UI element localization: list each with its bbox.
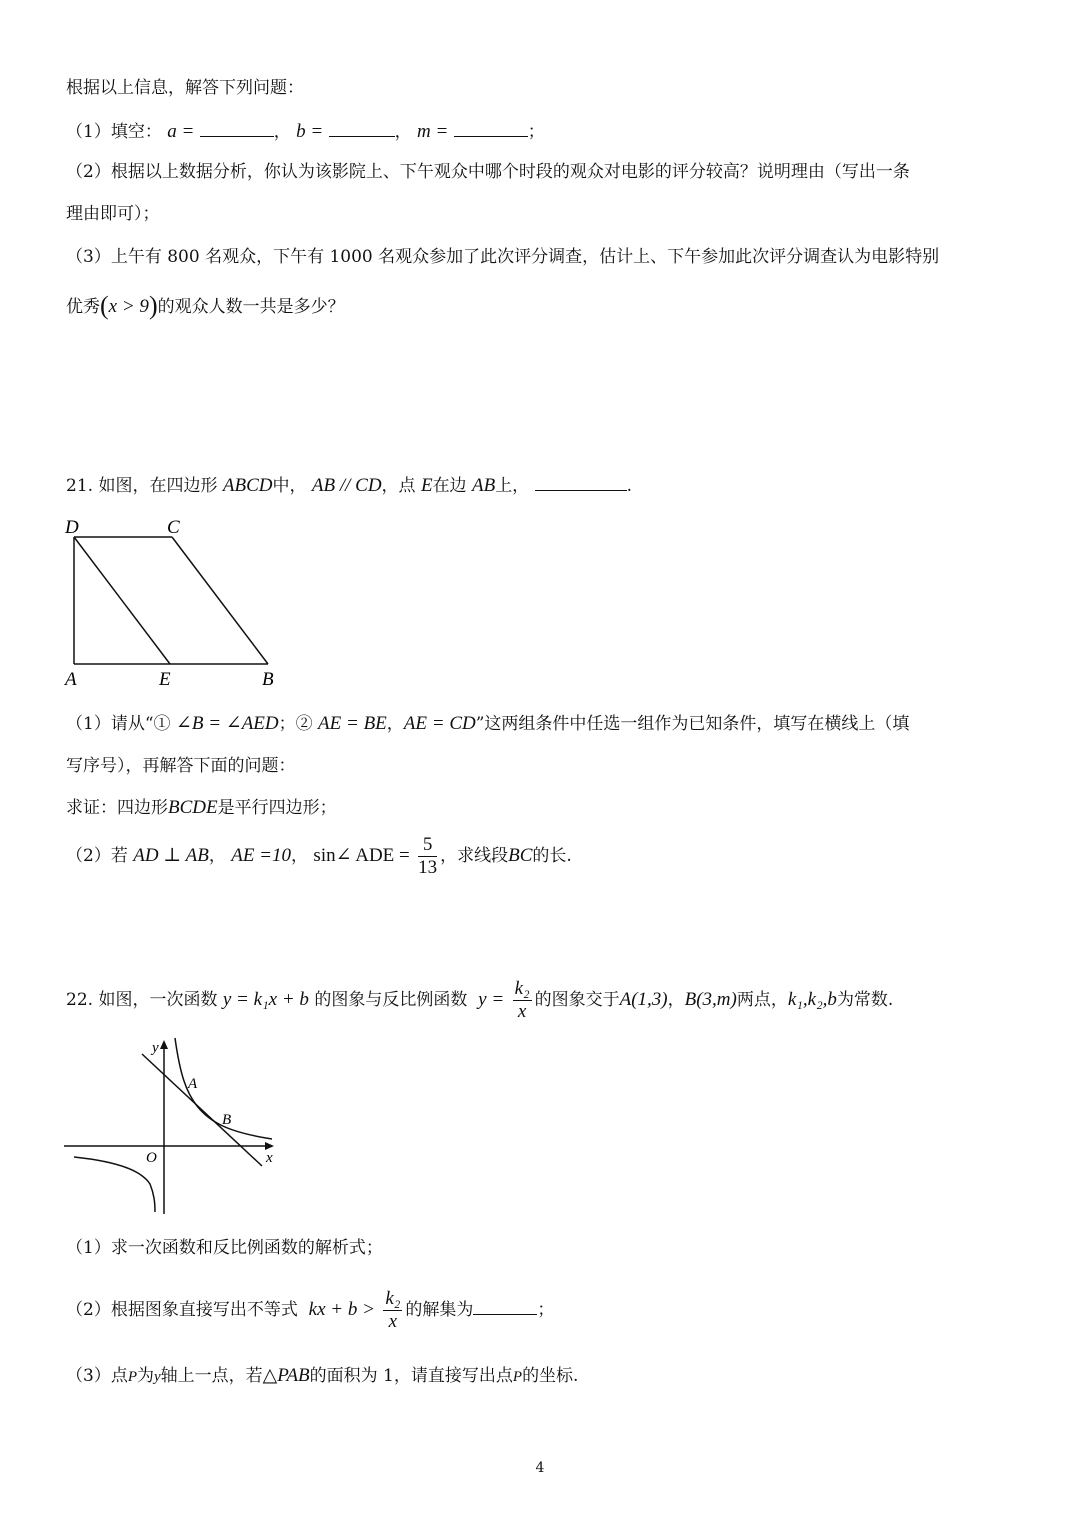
answer-blank-a[interactable]	[200, 118, 274, 137]
problem22-stem: 22. 如图，一次函数 y = k₁x + b 的图象与反比例函数 y = $\frac{\text{k₂}}{x}$ 的图象交于A(1,3)，B(3,m)两点，k₁,k₂,b为常数.	[66, 978, 894, 1022]
quadrilateral-figure	[60, 512, 290, 692]
q20-3-line2: 优秀(x > 9)的观众人数一共是多少？	[66, 291, 345, 320]
intro-text: 根据以上信息，解答下列问题：	[66, 78, 304, 98]
q22-1: （1）求一次函数和反比例函数的解析式；	[66, 1238, 383, 1258]
linear-function-line	[142, 1054, 262, 1166]
label-C: C	[167, 517, 180, 538]
answer-blank-22-2[interactable]	[473, 1296, 537, 1315]
fraction-k2-x: $\frac{\text{k₂}}{x}$	[514, 978, 530, 1022]
fraction-5-13: $\frac{5}{13}$	[418, 834, 438, 878]
segment-DE	[74, 537, 170, 664]
function-graph-figure	[62, 1034, 282, 1216]
q21-1-line2: 写序号），再解答下面的问题：	[66, 756, 296, 776]
q21-1-line1: （1）请从“① ∠B = ∠AED；② AE = BE，AE = CD”这两组条件中任选一组作为已知条件，填写在横线上（填	[66, 713, 910, 734]
hyperbola-branch-2	[74, 1157, 155, 1212]
label-D: D	[65, 517, 79, 538]
answer-blank-21[interactable]	[535, 472, 627, 491]
y-axis-arrow-icon	[160, 1040, 168, 1049]
q20-1: （1）填空： a = ， b = ， m = ；	[66, 118, 545, 144]
page-number: 4	[535, 1460, 545, 1476]
answer-blank-m[interactable]	[454, 118, 528, 137]
q20-2-line2: 理由即可）；	[66, 204, 160, 224]
q21-2: （2）若 AD ⊥ AB， AE =10， sin∠ ADE = $\frac{5}{13}$ ，求线段BC的长.	[66, 834, 572, 878]
q20-3-line1: （3）上午有 800 名观众，下午有 1000 名观众参加了此次评分调查，估计上、下午参加此次评分调查认为电影特别	[66, 247, 940, 267]
x-axis-arrow-icon	[265, 1142, 274, 1150]
label-x: x	[266, 1150, 273, 1166]
q22-3: （3）点P为y轴上一点，若△PAB的面积为 1，请直接写出点P的坐标.	[66, 1365, 579, 1386]
q20-2-line1: （2）根据以上数据分析，你认为该影院上、下午观众中哪个时段的观众对电影的评分较高？说明理由（写出一条	[66, 162, 910, 182]
fraction-k2-x-ineq: $\frac{\text{k₂}}{x}$	[385, 1288, 401, 1332]
problem21-stem: 21. 如图，在四边形 ABCD中， AB // CD，点 E在边 AB上， .	[66, 472, 632, 498]
label-B: B	[262, 669, 274, 690]
answer-blank-b[interactable]	[329, 118, 395, 137]
label-y: y	[152, 1040, 159, 1056]
label-A: A	[188, 1076, 198, 1092]
label-O: O	[146, 1150, 157, 1166]
segment-CB	[172, 537, 268, 664]
label-E: E	[159, 669, 171, 690]
q22-2: （2）根据图象直接写出不等式 kx + b > $\frac{\text{k₂}}{x}$ 的解集为 ；	[66, 1288, 555, 1332]
q21-prove: 求证：四边形BCDE是平行四边形；	[66, 797, 337, 818]
label-B: B	[222, 1112, 232, 1128]
label-A: A	[65, 669, 77, 690]
